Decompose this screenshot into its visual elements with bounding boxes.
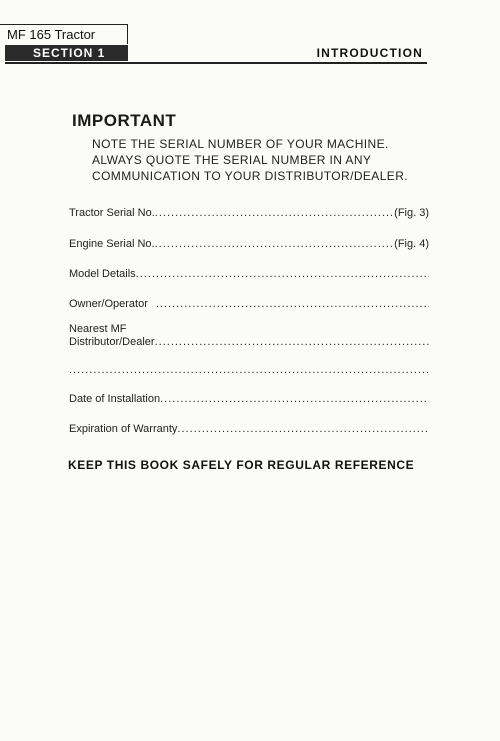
engine-serial-fig-ref: (Fig. 4) — [394, 238, 429, 250]
notice-line-3: COMMUNICATION TO YOUR DISTRIBUTOR/DEALER. — [92, 169, 408, 183]
nearest-dealer-blank[interactable] — [155, 336, 429, 349]
date-installation-label: Date of Installation — [69, 393, 161, 405]
serial-number-notice — [92, 136, 422, 184]
tractor-serial-field[interactable] — [69, 207, 429, 220]
model-details-blank[interactable] — [136, 268, 429, 281]
dealer-extra-line[interactable] — [69, 364, 429, 377]
keep-book-reminder: KEEP THIS BOOK SAFELY FOR REGULAR REFERENCE — [68, 458, 415, 472]
section-label: SECTION 1 — [5, 45, 128, 61]
tractor-serial-label: Tractor Serial No. — [69, 207, 155, 219]
notice-line-2: ALWAYS QUOTE THE SERIAL NUMBER IN ANY — [92, 153, 372, 167]
dealer-extra-blank[interactable] — [69, 364, 429, 377]
model-details-field[interactable] — [69, 268, 429, 281]
important-heading: IMPORTANT — [72, 111, 177, 130]
expiration-warranty-blank[interactable] — [177, 423, 429, 436]
owner-operator-label: Owner/Operator — [69, 298, 148, 310]
tractor-serial-blank[interactable] — [155, 207, 392, 220]
expiration-warranty-label: Expiration of Warranty — [69, 423, 178, 435]
tractor-serial-fig-ref: (Fig. 3) — [394, 207, 429, 219]
notice-line-1: NOTE THE SERIAL NUMBER OF YOUR MACHINE. — [92, 137, 389, 151]
model-details-label: Model Details — [69, 268, 136, 280]
model-label: MF 165 Tractor — [0, 24, 128, 44]
header-divider — [5, 62, 427, 64]
engine-serial-blank[interactable] — [155, 238, 393, 251]
owner-operator-blank[interactable] — [148, 298, 429, 311]
owner-operator-field[interactable] — [69, 298, 429, 311]
date-installation-blank[interactable] — [160, 393, 429, 406]
nearest-dealer-label-line1: Nearest MF — [69, 323, 127, 335]
engine-serial-label: Engine Serial No. — [69, 238, 155, 250]
expiration-warranty-field[interactable] — [69, 423, 429, 436]
engine-serial-field[interactable] — [69, 238, 429, 251]
nearest-dealer-field[interactable] — [69, 336, 429, 349]
section-title: INTRODUCTION — [316, 46, 423, 60]
date-installation-field[interactable] — [69, 393, 429, 406]
nearest-dealer-label-line2: Distributor/Dealer — [69, 336, 155, 348]
